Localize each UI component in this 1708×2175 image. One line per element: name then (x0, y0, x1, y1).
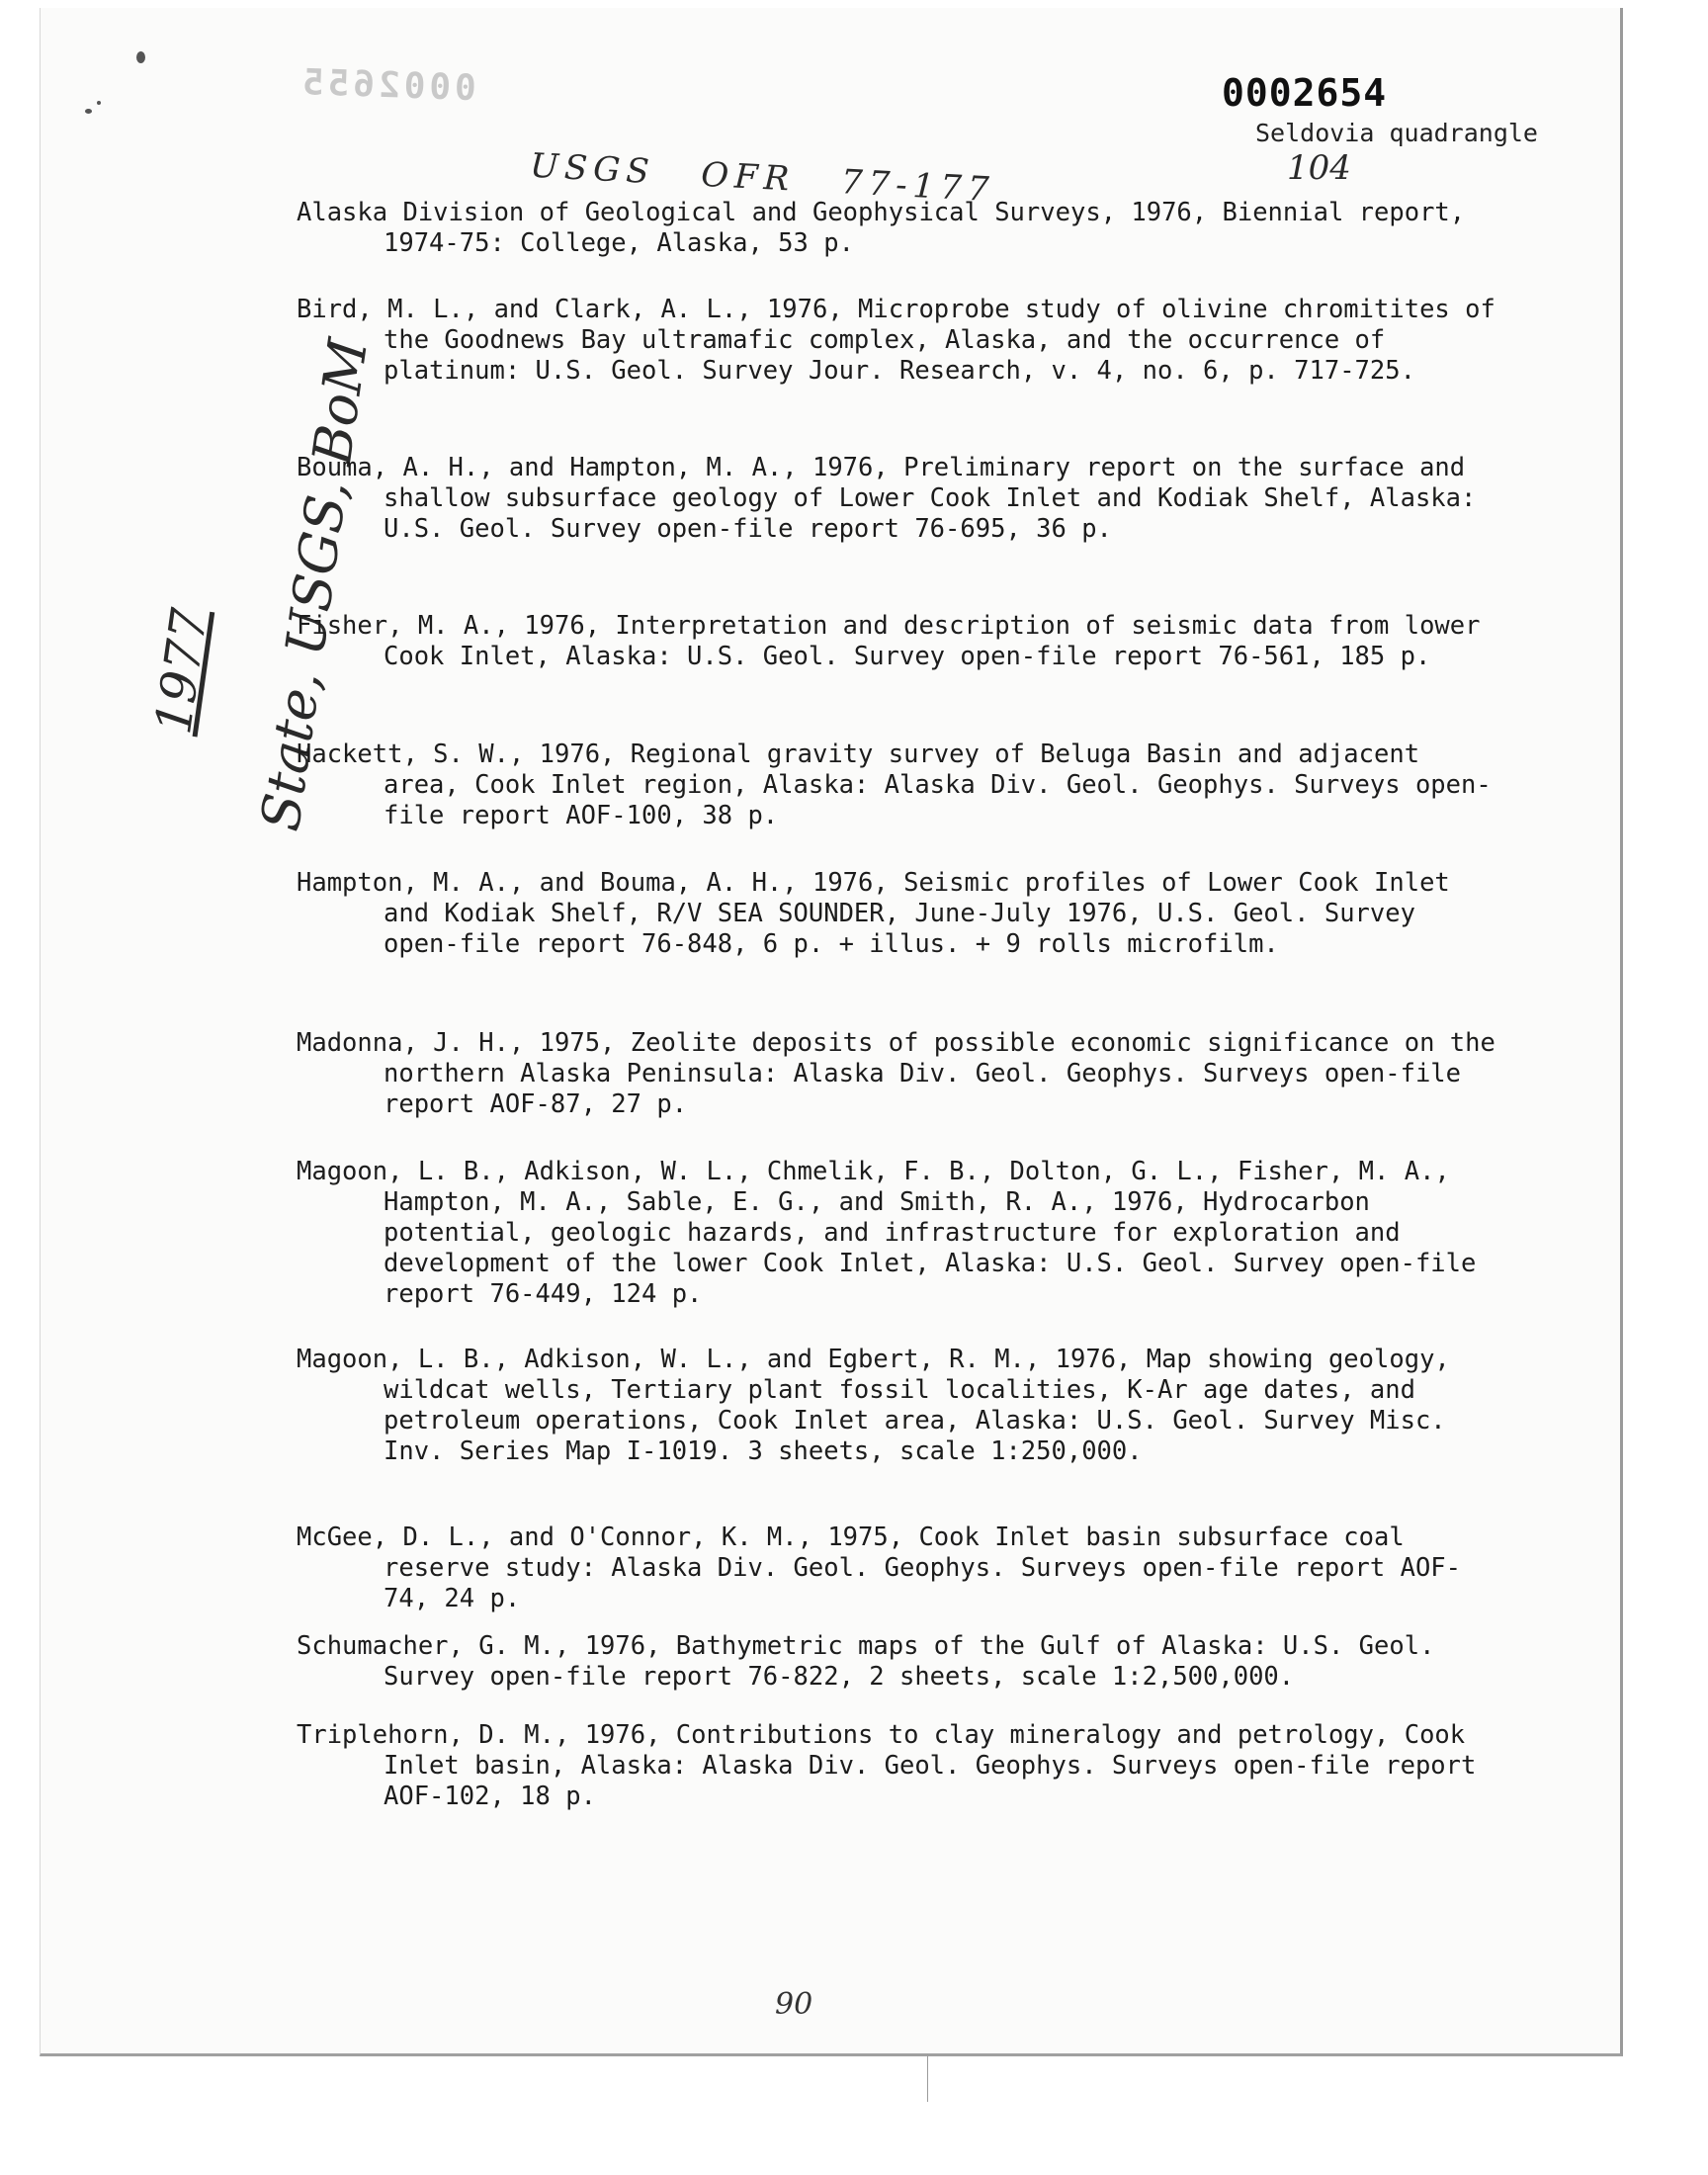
handwritten-ofr-note: USGS OFR 77-177 (529, 145, 996, 211)
reference-entry: Alaska Division of Geological and Geophysical Surveys, 1976, Biennial report, 1974-75: College, Alaska, 53 p. (297, 198, 1466, 258)
reference-entry: McGee, D. L., and O'Connor, K. M., 1975, Cook Inlet basin subsurface coal reserve study: Alaska Div. Geol. Geophys. Surveys open-file report AOF-74, 24 p. (297, 1522, 1462, 1613)
reference-entry: Hackett, S. W., 1976, Regional gravity survey of Beluga Basin and adjacent area, Cook Inlet region, Alaska: Alaska Div. Geol. Geophys. Surveys open-file report AOF-100, 38 p. (297, 740, 1492, 830)
handwritten-side-note: State, USGS, BoM (248, 334, 381, 835)
reference-entry: Magoon, L. B., Adkison, W. L., and Egbert, R. M., 1976, Map showing geology, wildcat wells, Tertiary plant fossil localities, K-Ar age dates, and petroleum operations, Cook Inlet area, Alaska: U.S. Geol. Survey Misc. Inv. Series Map I-1019. 3 sheets, scale 1:250,000. (297, 1345, 1450, 1466)
reference-entry: Magoon, L. B., Adkison, W. L., Chmelik, F. B., Dolton, G. L., Fisher, M. A., Hampton, M. A., Sable, E. G., and Smith, R. A., 1976, Hydrocarbon potential, geologic hazards, and infrastructure for exploration and development of the lower Cook Inlet, Alaska: U.S. Geol. Survey open-file report 76-449, 124 p. (297, 1157, 1477, 1309)
reference-entry: Schumacher, G. M., 1976, Bathymetric maps of the Gulf of Alaska: U.S. Geol. Survey open-file report 76-822, 2 sheets, scale 1:2,500,000. (297, 1631, 1435, 1692)
reference-entry: Hampton, M. A., and Bouma, A. H., 1976, Seismic profiles of Lower Cook Inlet and Kodiak Shelf, R/V SEA SOUNDER, June-July 1976, U.S. Geol. Survey open-file report 76-848, 6 p. + illus. + 9 rolls microfilm. (297, 868, 1450, 959)
reference-entry: Triplehorn, D. M., 1976, Contributions to clay mineralogy and petrology, Cook Inlet basin, Alaska: Alaska Div. Geol. Geophys. Surveys open-file report AOF-102, 18 p. (297, 1720, 1477, 1811)
document-number: 0002654 (1222, 71, 1388, 115)
scan-speck (136, 51, 145, 63)
scan-speck (97, 101, 101, 105)
page-edge-divider (927, 2054, 928, 2102)
handwritten-side-year: 1977 (144, 604, 219, 739)
handwritten-ofr-number: 104 (1287, 148, 1351, 188)
reference-entry: Madonna, J. H., 1975, Zeolite deposits of possible economic significance on the northern Alaska Peninsula: Alaska Div. Geol. Geophys. Surveys open-file report AOF-87, 27 p. (297, 1028, 1495, 1119)
reference-entry: Bird, M. L., and Clark, A. L., 1976, Microprobe study of olivine chromitites of the Goodnews Bay ultramafic complex, Alaska, and the occurrence of platinum: U.S. Geol. Survey Jour. Research, v. 4, no. 6, p. 717-725. (297, 295, 1495, 386)
quadrangle-label: Seldovia quadrangle (1255, 119, 1538, 147)
reference-entry: Fisher, M. A., 1976, Interpretation and description of seismic data from lower Cook Inlet, Alaska: U.S. Geol. Survey open-file report 76-561, 185 p. (297, 611, 1481, 671)
page-number: 90 (775, 1987, 813, 2022)
scan-speck (85, 109, 92, 114)
mirrored-stamp: 0002655 (298, 61, 477, 110)
reference-entry: Bouma, A. H., and Hampton, M. A., 1976, Preliminary report on the surface and shallow subsurface geology of Lower Cook Inlet and Kodiak Shelf, Alaska: U.S. Geol. Survey open-file report 76-695, 36 p. (297, 453, 1477, 544)
